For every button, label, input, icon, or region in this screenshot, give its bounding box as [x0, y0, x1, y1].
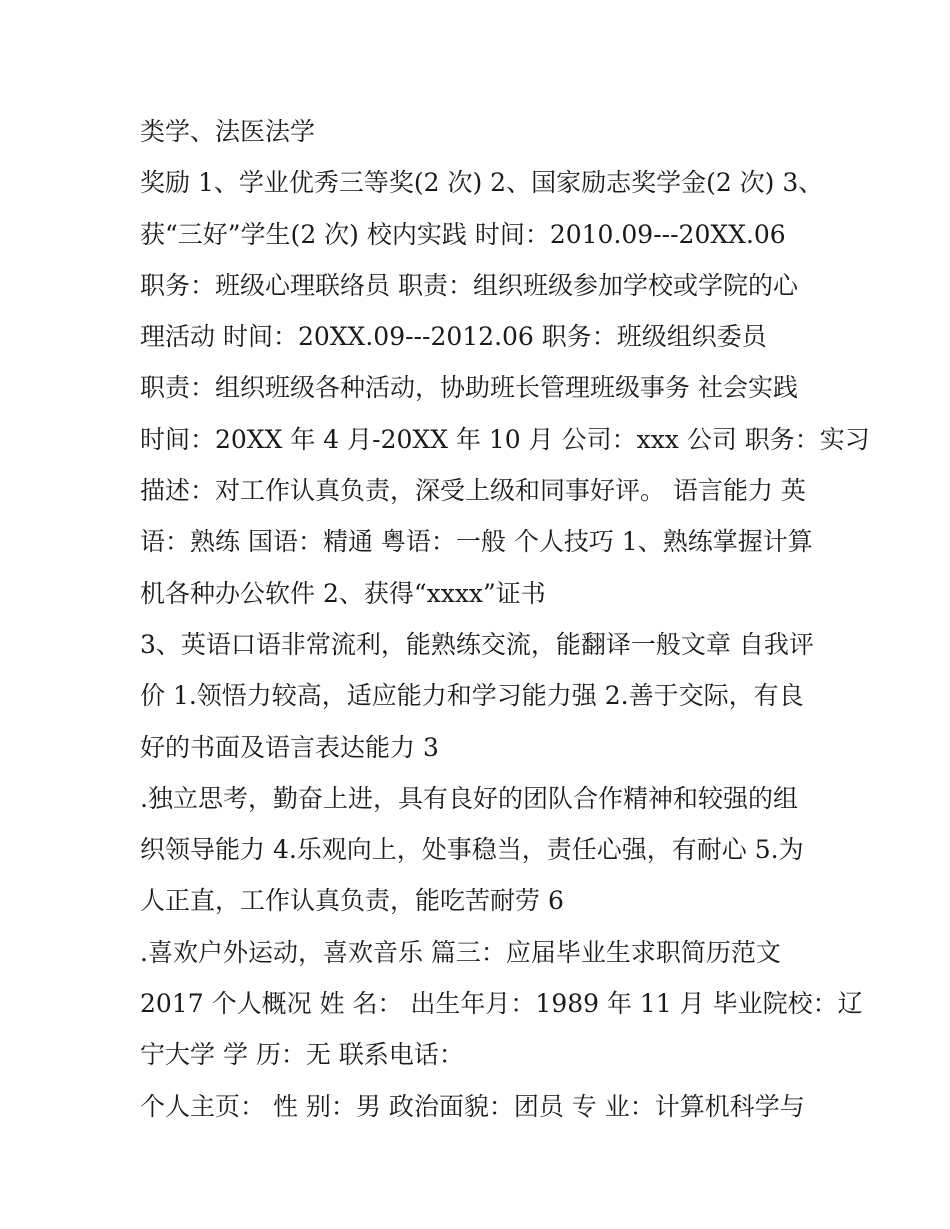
text-line: 好的书面及语言表达能力 3 [140, 732, 439, 762]
text-line: 宁大学 学 历：无 联系电话： [140, 1040, 464, 1070]
text-line: .喜欢户外运动，喜欢音乐 篇三：应届毕业生求职简历范文 [140, 937, 781, 967]
text-line: 人正直，工作认真负责，能吃苦耐劳 6 [140, 886, 564, 916]
document-body [140, 106, 870, 1132]
text-line: 类学、法医法学 [140, 117, 316, 146]
text-line: 职责：组织班级各种活动，协助班长管理班级事务 社会实践 [140, 373, 798, 403]
text-line: 获“三好”学生(2 次) 校内实践 时间：2010.09---20XX.06 [140, 219, 786, 249]
text-line: 时间：20XX 年 4 月-20XX 年 10 月 公司：xxx 公司 职务：实习 [140, 424, 870, 454]
text-line: 2017 个人概况 姓 名： 出生年月：1989 年 11 月 毕业院校：辽 [140, 989, 863, 1019]
text-line: 奖励 1、学业优秀三等奖(2 次) 2、国家励志奖学金(2 次) 3、 [140, 168, 824, 198]
text-line: 机各种办公软件 2、获得“xxxx”证书 [140, 578, 546, 608]
text-line: .独立思考，勤奋上进，具有良好的团队合作精神和较强的组 [140, 783, 798, 813]
text-line: 描述：对工作认真负责，深受上级和同事好评。 语言能力 英 [140, 476, 806, 506]
text-line: 价 1.领悟力较高，适应能力和学习能力强 2.善于交际，有良 [140, 681, 804, 711]
text-line: 理活动 时间：20XX.09---2012.06 职务：班级组织委员 [140, 322, 767, 352]
text-line: 3、英语口语非常流利，能熟练交流，能翻译一般文章 自我评 [140, 629, 814, 659]
text-line: 语：熟练 国语：精通 粤语：一般 个人技巧 1、熟练掌握计算 [140, 527, 813, 557]
text-line: 职务：班级心理联络员 职责：组织班级参加学校或学院的心 [140, 270, 798, 300]
text-line: 织领导能力 4.乐观向上，处事稳当，责任心强，有耐心 5.为 [140, 835, 804, 865]
text-line: 个人主页： 性 别：男 政治面貌：团员 专 业：计算机科学与 [140, 1091, 805, 1121]
